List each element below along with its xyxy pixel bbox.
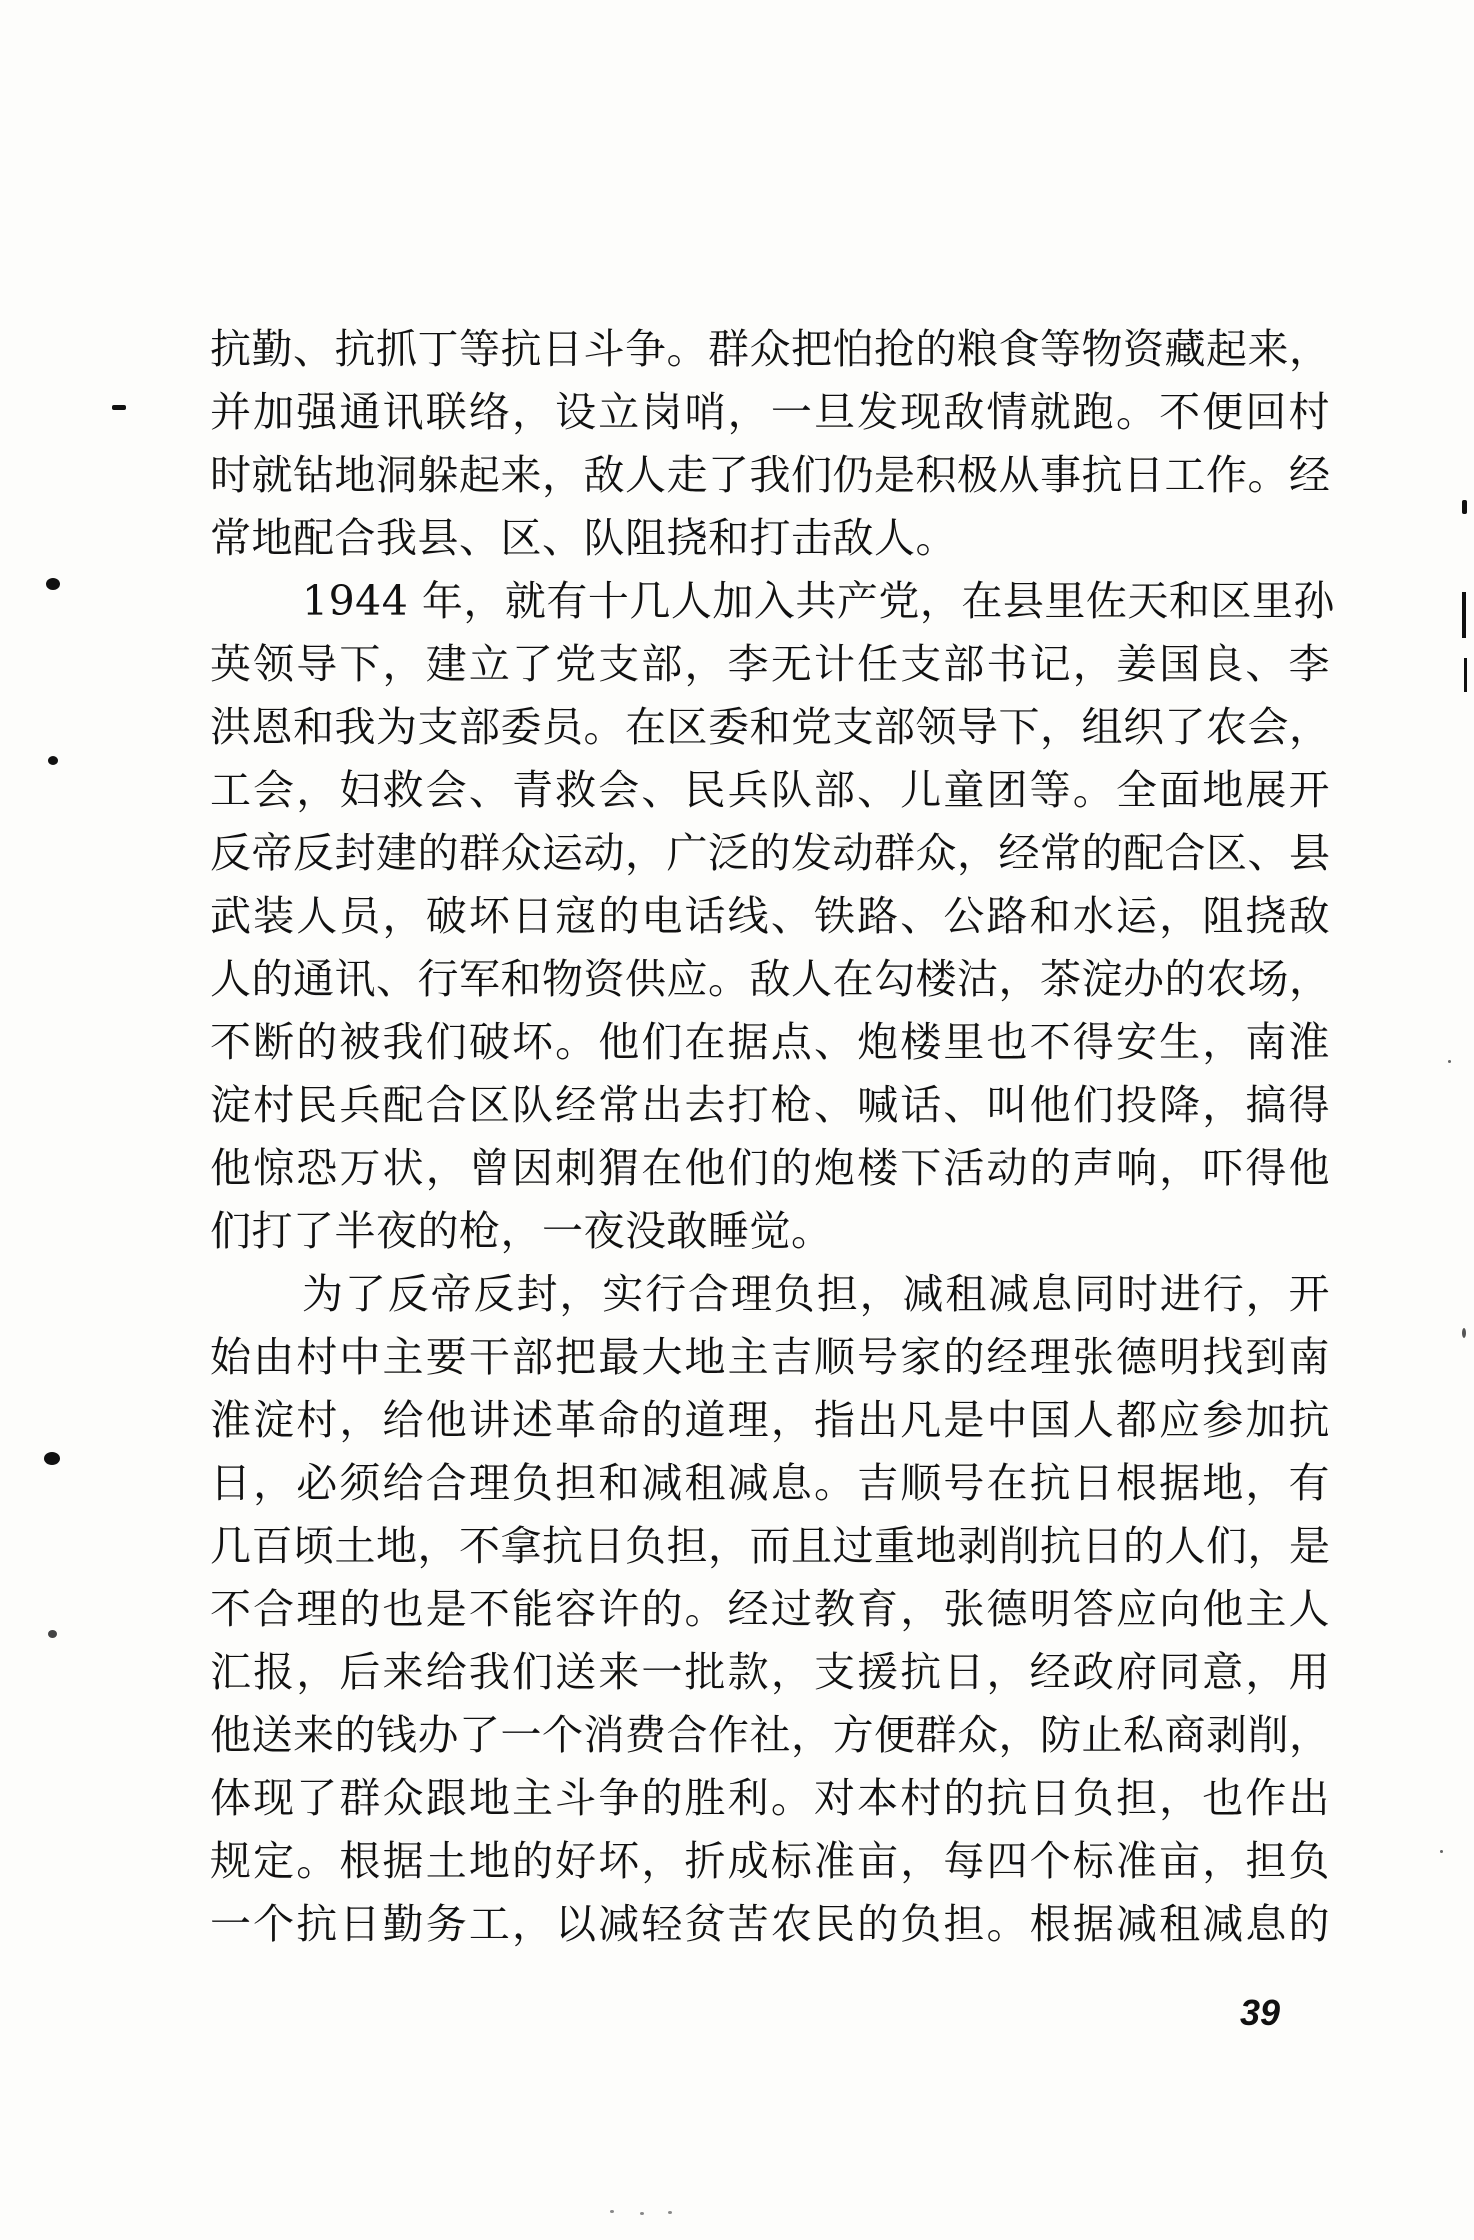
scan-edge-mark	[1462, 592, 1466, 638]
paragraph-2-line-8: 不断的被我们破坏。他们在据点、炮楼里也不得安生，南淮	[210, 1018, 1330, 1066]
paragraph-3-line-6: 不合理的也是不能容许的。经过教育，张德明答应向他主人	[210, 1585, 1330, 1633]
paragraph-3-line-4: 日，必须给合理负担和减租减息。吉顺号在抗日根据地，有	[210, 1459, 1330, 1507]
paragraph-3-line-8: 他送来的钱办了一个消费合作社，方便群众，防止私商剥削，	[210, 1711, 1331, 1759]
scan-speck	[48, 756, 58, 765]
scan-speck	[1440, 1850, 1443, 1853]
scan-speck	[48, 1630, 57, 1638]
paragraph-3-line-7: 汇报，后来给我们送来一批款，支援抗日，经政府同意，用	[210, 1648, 1330, 1696]
paragraph-1-line-4: 常地配合我县、区、队阻挠和打击敌人。	[210, 514, 957, 562]
scan-speck	[640, 2212, 644, 2215]
scan-speck	[44, 1452, 60, 1465]
paragraph-2-line-2: 英领导下，建立了党支部，李无计任支部书记，姜国良、李	[210, 640, 1330, 688]
paragraph-1-line-3: 时就钻地洞躲起来，敌人走了我们仍是积极从事抗日工作。经	[210, 451, 1331, 499]
paragraph-3-line-11: 一个抗日勤务工，以减轻贫苦农民的负担。根据减租减息的	[210, 1900, 1330, 1948]
paragraph-3-line-2: 始由村中主要干部把最大地主吉顺号家的经理张德明找到南	[210, 1333, 1330, 1381]
paragraph-3-line-9: 体现了群众跟地主斗争的胜利。对本村的抗日负担，也作出	[210, 1774, 1330, 1822]
paragraph-2-line-4: 工会，妇救会、青救会、民兵队部、儿童团等。全面地展开	[210, 766, 1330, 814]
page-number: 39	[1240, 1992, 1281, 2033]
paragraph-2-line-10: 他惊恐万状，曾因刺猬在他们的炮楼下活动的声响，吓得他	[210, 1144, 1330, 1192]
scan-speck	[1462, 1328, 1466, 1338]
paragraph-2-line-5: 反帝反封建的群众运动，广泛的发动群众，经常的配合区、县	[210, 829, 1331, 877]
paragraph-2-line-9: 淀村民兵配合区队经常出去打枪、喊话、叫他们投降，搞得	[210, 1081, 1330, 1129]
scan-speck	[610, 2210, 614, 2213]
scan-speck	[668, 2211, 672, 2214]
paragraph-3-line-5: 几百顷土地，不拿抗日负担，而且过重地剥削抗日的人们，是	[210, 1522, 1331, 1570]
scan-speck	[112, 405, 126, 410]
paragraph-2-line-6: 武装人员，破坏日寇的电话线、铁路、公路和水运，阻挠敌	[210, 892, 1330, 940]
paragraph-3-line-10: 规定。根据土地的好坏，折成标准亩，每四个标准亩，担负	[210, 1837, 1330, 1885]
scan-speck	[1462, 500, 1467, 514]
paragraph-3-line-1: 为了反帝反封，实行合理负担，减租减息同时进行，开	[302, 1270, 1330, 1318]
paragraph-2-line-11: 们打了半夜的枪，一夜没敢睡觉。	[210, 1207, 833, 1255]
paragraph-1-line-2: 并加强通讯联络，设立岗哨，一旦发现敌情就跑。不便回村	[210, 388, 1330, 436]
paragraph-3-line-3: 淮淀村，给他讲述革命的道理，指出凡是中国人都应参加抗	[210, 1396, 1330, 1444]
scan-speck	[46, 578, 60, 590]
paragraph-2-line-1: 1944 年，就有十几人加入共产党，在县里佐天和区里孙	[302, 577, 1335, 625]
body-text	[210, 318, 1335, 1956]
paragraph-2-line-3: 洪恩和我为支部委员。在区委和党支部领导下，组织了农会，	[210, 703, 1331, 751]
paragraph-1-line-1: 抗勤、抗抓丁等抗日斗争。群众把怕抢的粮食等物资藏起来，	[210, 325, 1331, 373]
paragraph-2-line-7: 人的通讯、行军和物资供应。敌人在勾楼沽，茶淀办的农场，	[210, 955, 1331, 1003]
scan-edge-mark	[1464, 658, 1467, 692]
scan-speck	[1448, 1060, 1451, 1063]
